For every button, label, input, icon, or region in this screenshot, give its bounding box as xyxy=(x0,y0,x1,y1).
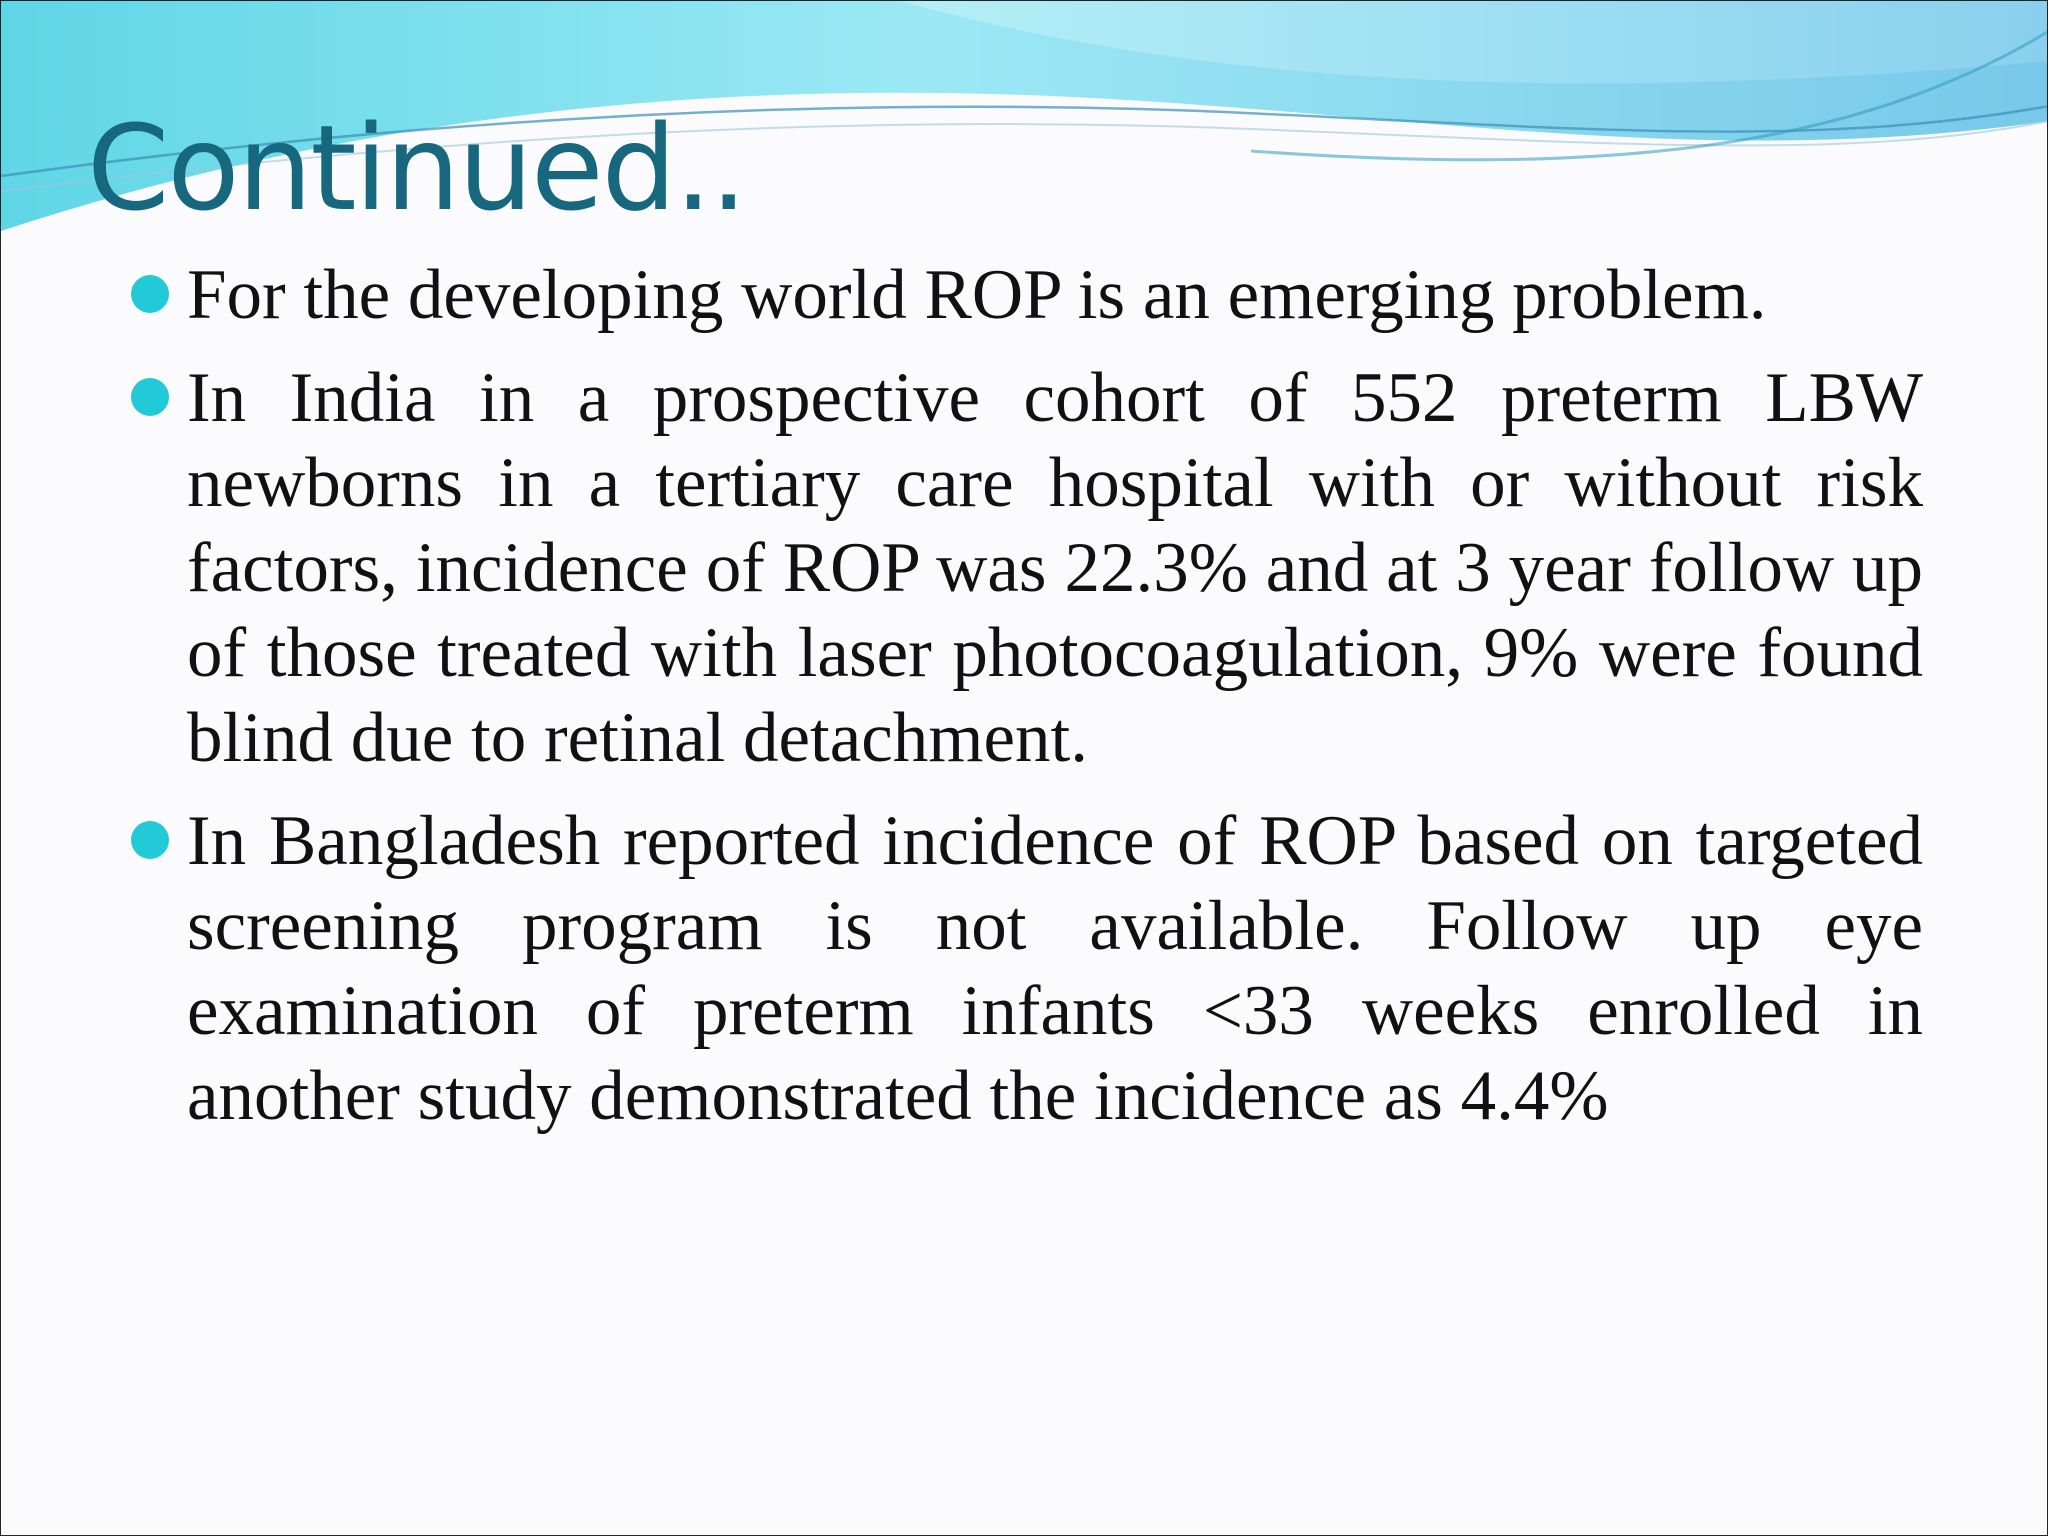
bullet-item xyxy=(131,356,1923,781)
bullet-dot-icon xyxy=(131,821,169,859)
bullet-dot-icon xyxy=(131,275,169,313)
bullet-list xyxy=(131,253,1923,1157)
slide-title: Continued.. xyxy=(87,99,746,237)
bullet-item xyxy=(131,253,1923,338)
bullet-text: In India in a prospective cohort of 552 preterm LBW newborns in a tertiary care hospital with or without risk factors, incidence of ROP was 22.3% and at 3 year follow up of those treated with laser photocoagulation, 9% were found blind due to retinal detachment. xyxy=(187,359,1923,777)
bullet-dot-icon xyxy=(131,378,169,416)
bullet-text: In Bangladesh reported incidence of ROP based on targeted screening program is not available. Follow up eye examination of preterm infants <33 weeks enrolled in another study demonstrated the incidence as 4.4% xyxy=(187,802,1923,1135)
bullet-text: For the developing world ROP is an emerging problem. xyxy=(187,256,1767,334)
bullet-item xyxy=(131,799,1923,1139)
